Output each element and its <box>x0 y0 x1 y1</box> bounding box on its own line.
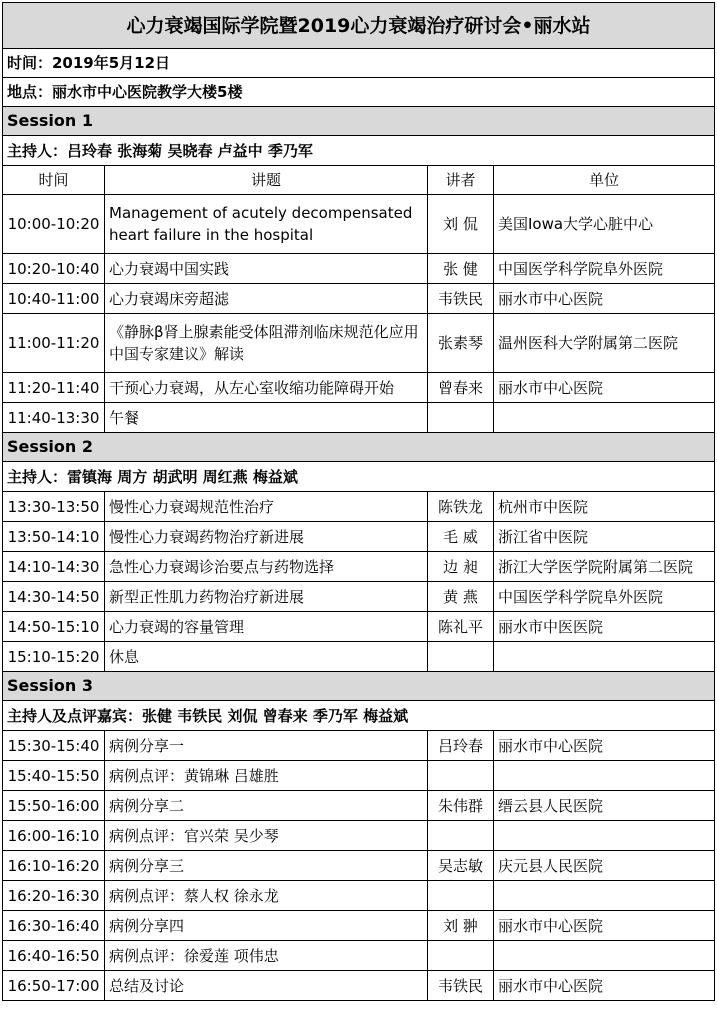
row-unit: 浙江省中医院 <box>494 522 715 552</box>
row-topic: 心力衰竭中国实践 <box>105 254 428 284</box>
row-speaker: 韦铁民 <box>428 284 494 314</box>
row-unit <box>494 821 715 851</box>
row-topic: 午餐 <box>105 403 428 433</box>
session-hosts: 主持人：雷镇海 周方 胡武明 周红燕 梅益斌 <box>3 462 715 492</box>
row-time: 10:40-11:00 <box>3 284 105 314</box>
row-speaker <box>428 642 494 672</box>
event-place: 地点：丽水市中心医院教学大楼5楼 <box>3 78 715 107</box>
row-topic: 心力衰竭的容量管理 <box>105 612 428 642</box>
row-time: 16:00-16:10 <box>3 821 105 851</box>
session-hosts: 主持人：吕玲春 张海菊 吴晓春 卢益中 季乃军 <box>3 136 715 166</box>
row-unit <box>494 403 715 433</box>
table-row <box>3 314 715 373</box>
table-row <box>3 642 715 672</box>
row-speaker: 陈礼平 <box>428 612 494 642</box>
title-row <box>3 3 715 49</box>
row-topic: 休息 <box>105 642 428 672</box>
session-header-row <box>3 433 715 462</box>
event-date: 时间：2019年5月12日 <box>3 49 715 78</box>
row-unit: 丽水市中心医院 <box>494 731 715 761</box>
row-speaker: 张素琴 <box>428 314 494 373</box>
row-time: 14:50-15:10 <box>3 612 105 642</box>
row-topic: 心力衰竭床旁超滤 <box>105 284 428 314</box>
place-row <box>3 78 715 107</box>
row-unit: 丽水市中心医院 <box>494 911 715 941</box>
row-time: 15:30-15:40 <box>3 731 105 761</box>
row-time: 16:30-16:40 <box>3 911 105 941</box>
row-speaker: 朱伟群 <box>428 791 494 821</box>
row-time: 14:30-14:50 <box>3 582 105 612</box>
row-unit: 丽水市中心医院 <box>494 284 715 314</box>
row-topic: 总结及讨论 <box>105 971 428 1001</box>
row-topic: 病例分享三 <box>105 851 428 881</box>
row-topic: 干预心力衰竭，从左心室收缩功能障碍开始 <box>105 373 428 403</box>
column-header-unit: 单位 <box>494 166 715 195</box>
row-unit <box>494 941 715 971</box>
row-topic: 《静脉β肾上腺素能受体阻滞剂临床规范化应用中国专家建议》解读 <box>105 314 428 373</box>
schedule-table <box>2 2 715 1001</box>
row-topic: 病例点评：蔡人权 徐永龙 <box>105 881 428 911</box>
row-topic: 病例分享四 <box>105 911 428 941</box>
table-row <box>3 881 715 911</box>
schedule-sheet <box>2 2 714 1001</box>
row-speaker: 毛 威 <box>428 522 494 552</box>
row-time: 16:10-16:20 <box>3 851 105 881</box>
row-topic: 病例点评：官兴荣 吴少琴 <box>105 821 428 851</box>
row-time: 16:20-16:30 <box>3 881 105 911</box>
row-speaker: 黄 燕 <box>428 582 494 612</box>
row-speaker: 韦铁民 <box>428 971 494 1001</box>
table-row <box>3 284 715 314</box>
row-speaker <box>428 941 494 971</box>
row-speaker: 边 昶 <box>428 552 494 582</box>
session-title: Session 1 <box>3 107 715 136</box>
table-row <box>3 821 715 851</box>
row-topic: 急性心力衰竭诊治要点与药物选择 <box>105 552 428 582</box>
row-time: 16:40-16:50 <box>3 941 105 971</box>
table-row <box>3 851 715 881</box>
row-unit: 丽水市中心医院 <box>494 971 715 1001</box>
row-time: 15:10-15:20 <box>3 642 105 672</box>
table-row <box>3 195 715 254</box>
column-header-topic: 讲题 <box>105 166 428 195</box>
row-topic: 慢性心力衰竭规范性治疗 <box>105 492 428 522</box>
row-time: 16:50-17:00 <box>3 971 105 1001</box>
page-title: 心力衰竭国际学院暨2019心力衰竭治疗研讨会•丽水站 <box>3 3 715 49</box>
row-unit: 丽水市中医医院 <box>494 612 715 642</box>
table-row <box>3 761 715 791</box>
row-speaker: 刘 翀 <box>428 911 494 941</box>
session-header-row <box>3 672 715 701</box>
time-row <box>3 49 715 78</box>
table-row <box>3 791 715 821</box>
table-row <box>3 911 715 941</box>
row-speaker <box>428 821 494 851</box>
row-topic: 病例分享二 <box>105 791 428 821</box>
row-time: 10:00-10:20 <box>3 195 105 254</box>
row-speaker: 张 健 <box>428 254 494 284</box>
row-topic: 慢性心力衰竭药物治疗新进展 <box>105 522 428 552</box>
session-title: Session 2 <box>3 433 715 462</box>
row-time: 14:10-14:30 <box>3 552 105 582</box>
row-unit: 美国Iowa大学心脏中心 <box>494 195 715 254</box>
column-header-time: 时间 <box>3 166 105 195</box>
row-speaker: 陈铁龙 <box>428 492 494 522</box>
table-row <box>3 971 715 1001</box>
row-speaker: 吕玲春 <box>428 731 494 761</box>
session-host-row <box>3 462 715 492</box>
table-row <box>3 941 715 971</box>
row-unit: 浙江大学医学院附属第二医院 <box>494 552 715 582</box>
row-time: 11:40-13:30 <box>3 403 105 433</box>
table-row <box>3 552 715 582</box>
session-host-row <box>3 136 715 166</box>
row-time: 11:20-11:40 <box>3 373 105 403</box>
row-unit: 缙云县人民医院 <box>494 791 715 821</box>
table-row <box>3 373 715 403</box>
table-row <box>3 582 715 612</box>
table-row <box>3 492 715 522</box>
session-hosts: 主持人及点评嘉宾：张健 韦铁民 刘侃 曾春来 季乃军 梅益斌 <box>3 701 715 731</box>
row-speaker: 刘 侃 <box>428 195 494 254</box>
row-unit: 中国医学科学院阜外医院 <box>494 582 715 612</box>
row-speaker: 曾春来 <box>428 373 494 403</box>
row-unit: 丽水市中心医院 <box>494 373 715 403</box>
row-time: 13:50-14:10 <box>3 522 105 552</box>
table-row <box>3 612 715 642</box>
row-unit <box>494 642 715 672</box>
row-time: 15:50-16:00 <box>3 791 105 821</box>
row-speaker <box>428 881 494 911</box>
row-time: 15:40-15:50 <box>3 761 105 791</box>
table-row <box>3 731 715 761</box>
table-row <box>3 403 715 433</box>
row-unit: 庆元县人民医院 <box>494 851 715 881</box>
row-time: 10:20-10:40 <box>3 254 105 284</box>
row-unit <box>494 881 715 911</box>
row-unit <box>494 761 715 791</box>
row-time: 13:30-13:50 <box>3 492 105 522</box>
row-topic: Management of acutely decompensated heart failure in the hospital <box>105 195 428 254</box>
row-unit: 温州医科大学附属第二医院 <box>494 314 715 373</box>
row-speaker <box>428 761 494 791</box>
row-speaker <box>428 403 494 433</box>
row-time: 11:00-11:20 <box>3 314 105 373</box>
row-speaker: 吴志敏 <box>428 851 494 881</box>
column-header-row <box>3 166 715 195</box>
session-host-row <box>3 701 715 731</box>
row-topic: 病例点评：黄锦琳 吕雄胜 <box>105 761 428 791</box>
table-row <box>3 522 715 552</box>
row-topic: 病例点评：徐爱莲 项伟忠 <box>105 941 428 971</box>
session-title: Session 3 <box>3 672 715 701</box>
row-unit: 中国医学科学院阜外医院 <box>494 254 715 284</box>
session-header-row <box>3 107 715 136</box>
table-row <box>3 254 715 284</box>
row-topic: 病例分享一 <box>105 731 428 761</box>
row-unit: 杭州市中医院 <box>494 492 715 522</box>
row-topic: 新型正性肌力药物治疗新进展 <box>105 582 428 612</box>
column-header-speaker: 讲者 <box>428 166 494 195</box>
